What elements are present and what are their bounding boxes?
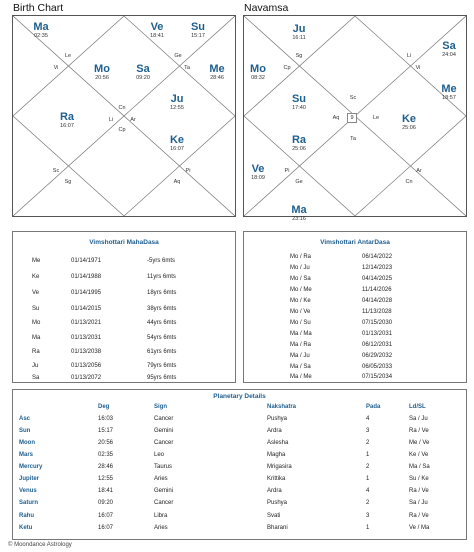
sign-le: Le [64, 53, 72, 59]
navamsa-planet-su: Su 17:40 [291, 93, 307, 111]
navamsa-sign-ta: Ta [350, 136, 356, 142]
sign-cp: Cp [118, 127, 126, 133]
navamsa-chart [243, 15, 467, 222]
navamsa-planet-ma: Ma 23:16 [291, 204, 307, 222]
sign-li: Li [108, 117, 114, 123]
mahadasa-panel: Vimshottari MahaDasa Me 01/14/1971 -5yrs 6mts Ke 01/14/1988 11yrs 6mts Ve 01/14/1995 18yrs 6mts Su 01/14/2015 38yrs 6mts Mo 01/13/2021 44yrs 6mts Ma 01/13/2031 54yrs 6mts Ra 01/13/2038 61yrs 6mts Ju 01/13/2056 79yrs 6mts Sa 01/13/2072 95yrs 6mts [12, 231, 236, 383]
sign-sc: Sc [52, 168, 60, 174]
navamsa-sign-ar: Ar [416, 168, 422, 174]
navamsa-title: Navamsa [244, 2, 289, 14]
navamsa-sign-cn: Cn [405, 179, 413, 185]
sign-aq: Aq [173, 179, 181, 185]
planet-ju: Ju 12:55 [170, 93, 184, 111]
navamsa-sign-le: Le [372, 115, 380, 121]
planet-ma: Ma 02:35 [33, 21, 49, 39]
footer-copyright: © Moondance Astrology [8, 542, 72, 548]
navamsa-planet-ke: Ke 25:06 [401, 113, 417, 131]
sign-pi: Pi [185, 168, 191, 174]
planet-ra: Ra 16:07 [59, 111, 75, 129]
sign-sg: Sg [64, 179, 72, 185]
sign-ge: Ge [174, 53, 182, 59]
sign-ar: Ar [130, 117, 136, 123]
planet-sa: Sa 09:20 [136, 63, 150, 81]
birth-chart-lines [13, 16, 235, 216]
navamsa-sign-pi: Pi [284, 168, 290, 174]
antardasa-title: Vimshottari AntarDasa [320, 239, 390, 246]
navamsa-sign-ge: Ge [295, 179, 303, 185]
planet-me: Me 28:46 [209, 63, 225, 81]
birth-chart [12, 15, 236, 217]
birth-chart-title: Birth Chart [13, 2, 64, 14]
navamsa-house-number: 9 [347, 113, 357, 123]
navamsa-sign-li: Li [406, 53, 412, 59]
navamsa-planet-ju: Ju 16:11 [292, 23, 306, 41]
navamsa-planet-sa: Sa 24:04 [442, 40, 456, 58]
mahadasa-title: Vimshottari MahaDasa [89, 239, 159, 246]
navamsa-sign-cp: Cp [283, 65, 291, 71]
antardasa-panel: Vimshottari AntarDasa Mo / Ra 06/14/2022 Mo / Ju 12/14/2023 Mo / Sa 04/14/2025 Mo / Me 11/14/2026 Mo / Ke 04/14/2028 Mo / Ve 11/13/2028 Mo / Su 07/15/2030 Ma / Ma 01/13/2031 Ma / Ra 06/12/2031 Ma / Ju 06/29/2032 Ma / Sa 06/05/2033 Ma / Me 07/15/2034 [243, 231, 467, 383]
planet-ke: Ke 16:07 [169, 134, 185, 152]
sign-vi: Vi [53, 65, 59, 71]
planetary-details-title: Planetary Details [213, 393, 266, 400]
navamsa-planet-mo: Mo 08:32 [250, 63, 266, 81]
navamsa-planet-ra: Ra 25:06 [291, 134, 307, 152]
navamsa-planet-me: Me 18:57 [441, 83, 457, 101]
navamsa-sign-vi: Vi [415, 65, 421, 71]
planet-su: Su 15:17 [190, 21, 206, 39]
planet-ve: Ve 18:41 [150, 21, 164, 39]
sign-cn: Cn [118, 105, 126, 111]
navamsa-sign-aq: Aq [332, 115, 340, 121]
navamsa-sign-sc: Sc [349, 95, 357, 101]
planetary-details-panel: Planetary Details Deg Sign Nakshatra Pada Ld/SL Asc 16:03 Cancer Pushya 4 Sa / Ju Sun 15:17 Gemini Ardra 3 Ra / Ve Moon 20:56 Cancer Aslesha 2 Me / Ve Mars 02:35 Leo Magha 1 Ke / Ve Mercury 28:46 Taurus Mrigasira 2 Ma / Sa Jupiter 12:55 Aries Krittika 1 Su / Ke Venus 18:41 Gemini Ardra 4 Ra / Ve Saturn 09:20 Cancer Pushya 2 Sa / Ju Rahu 16:07 Libra Svati 3 Ra / Ve Ketu 16:07 Aries Bharani 1 Ve / Ma [12, 389, 467, 540]
navamsa-sign-sg: Sg [295, 53, 303, 59]
planet-mo: Mo 20:56 [94, 63, 110, 81]
navamsa-planet-ve: Ve 18:09 [251, 163, 265, 181]
sign-ta: Ta [184, 65, 190, 71]
